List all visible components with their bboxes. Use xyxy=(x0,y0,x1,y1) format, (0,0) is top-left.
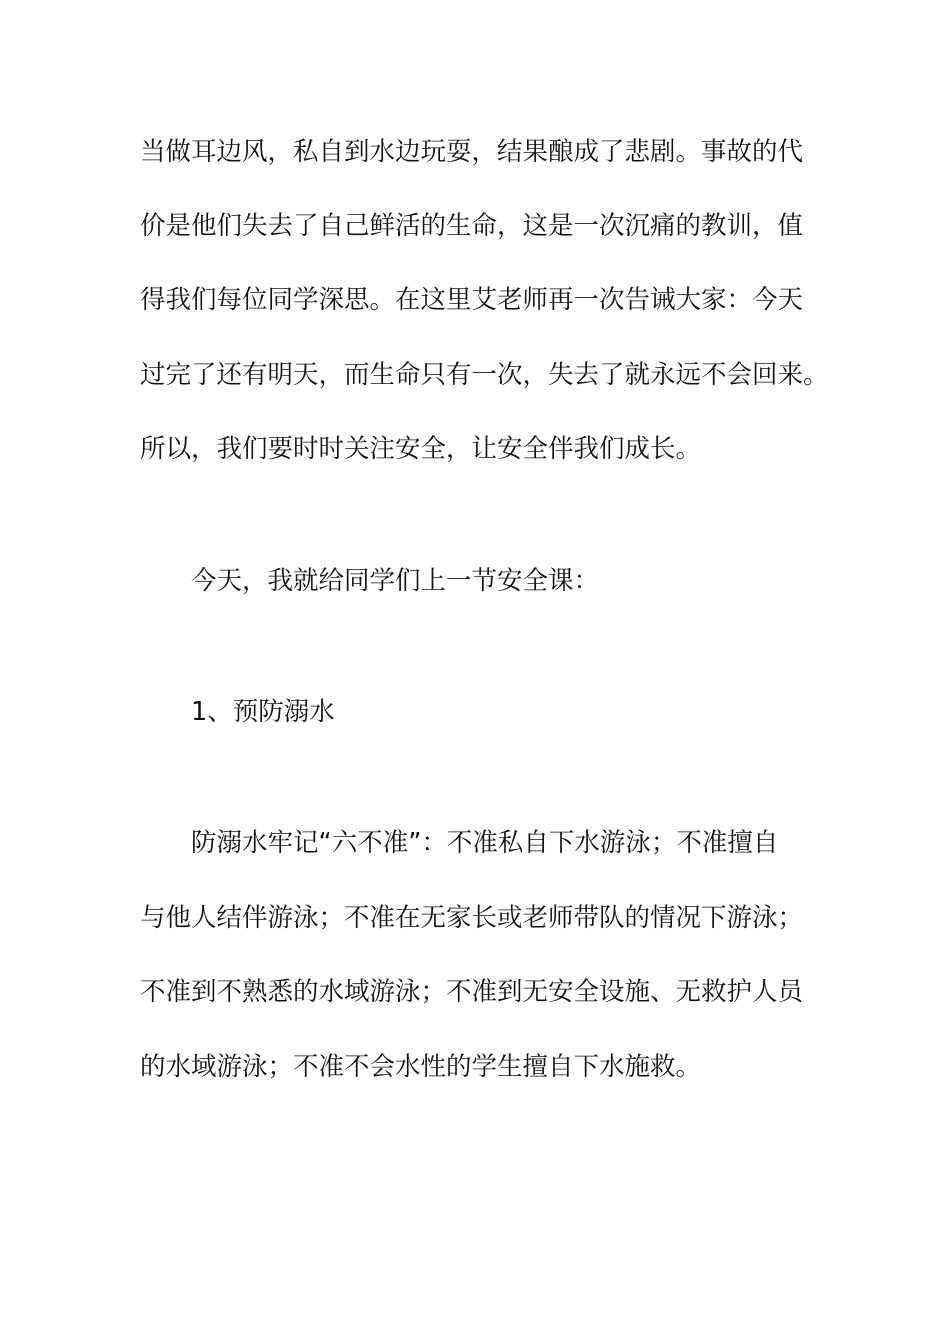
section-heading-drowning: 1、预防溺水 xyxy=(191,697,335,727)
paragraph-1-line-4: 过完了还有明天，而生命只有一次，失去了就永远不会回来。 xyxy=(140,360,829,390)
paragraph-1-line-1: 当做耳边风，私自到水边玩耍，结果酿成了悲剧。事故的代 xyxy=(140,137,804,167)
paragraph-4-line-1: 防溺水牢记“六不准”：不准私自下水游泳；不准擅自 xyxy=(191,828,779,858)
paragraph-2-line-1: 今天，我就给同学们上一节安全课： xyxy=(191,566,600,596)
paragraph-1-line-5: 所以，我们要时时关注安全，让安全伴我们成长。 xyxy=(140,434,702,464)
paragraph-4-line-3: 不准到不熟悉的水域游泳；不准到无安全设施、无救护人员 xyxy=(140,977,804,1007)
paragraph-4-line-4: 的水域游泳；不准不会水性的学生擅自下水施救。 xyxy=(140,1052,702,1082)
paragraph-1-line-2: 价是他们失去了自己鲜活的生命，这是一次沉痛的教训，值 xyxy=(140,211,804,241)
paragraph-4-line-2: 与他人结伴游泳；不准在无家长或老师带队的情况下游泳； xyxy=(140,903,804,933)
paragraph-1-line-3: 得我们每位同学深思。在这里艾老师再一次告诫大家：今天 xyxy=(140,285,804,315)
